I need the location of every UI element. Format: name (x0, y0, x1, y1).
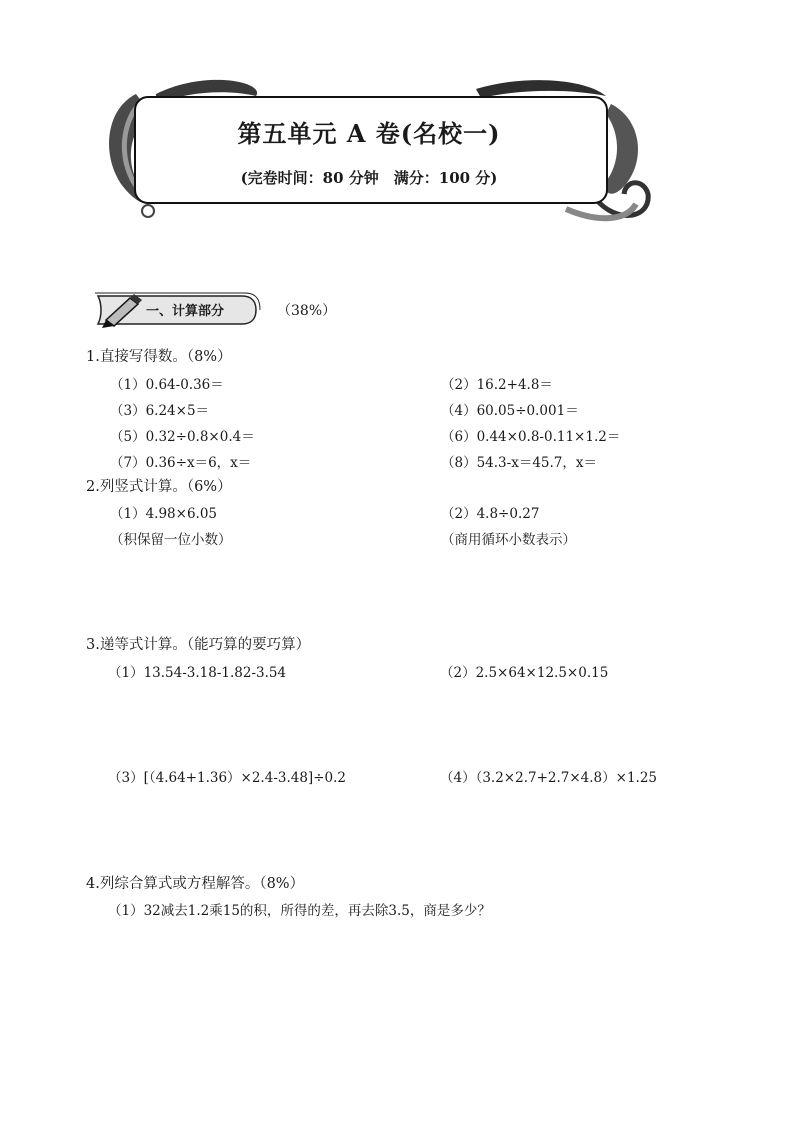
question-4-item: （1）32减去1.2乘15的积，所得的差，再去除3.5，商是多少？ (108, 903, 491, 919)
question-1-item: （7）0.36÷x＝6，x＝ (110, 455, 252, 471)
question-1-item: （2）16.2+4.8＝ (441, 377, 553, 393)
question-2-heading: 2.列竖式计算。（6%） (86, 479, 232, 495)
question-3-item: （2）2.5×64×12.5×0.15 (440, 665, 609, 681)
question-2-expr: （2）4.8÷0.27 (441, 506, 540, 522)
question-1-item: （3）6.24×5＝ (110, 403, 210, 419)
question-1-heading: 1.直接写得数。（8%） (86, 349, 232, 365)
question-2-note: （积保留一位小数） (110, 532, 232, 548)
page-title: 第五单元 A 卷(名校一) (237, 119, 501, 148)
question-4-heading: 4.列综合算式或方程解答。（8%） (86, 876, 305, 892)
question-3-item: （3）[（4.64+1.36）×2.4-3.48]÷0.2 (108, 770, 346, 786)
question-1-item: （6）0.44×0.8-0.11×1.2＝ (441, 429, 621, 445)
question-2-expr: （1）4.98×6.05 (110, 506, 218, 522)
question-1-item: （4）60.05÷0.001＝ (441, 403, 579, 419)
question-2-note: （商用循环小数表示） (441, 532, 576, 548)
question-1-item: （8）54.3-x＝45.7，x＝ (441, 455, 597, 471)
page-subtitle: (完卷时间：80 分钟 满分：100 分) (240, 169, 498, 187)
question-1-item: （1）0.64-0.36＝ (110, 377, 224, 393)
section-title: 一、计算部分 (146, 304, 225, 319)
question-3-item: （4）（3.2×2.7+2.7×4.8）×1.25 (440, 770, 658, 786)
section-percent: （38%） (277, 303, 337, 319)
question-3-item: （1）13.54-3.18-1.82-3.54 (108, 665, 287, 681)
question-3-heading: 3.递等式计算。（能巧算的要巧算） (86, 637, 311, 653)
question-1-item: （5）0.32÷0.8×0.4＝ (110, 429, 255, 445)
